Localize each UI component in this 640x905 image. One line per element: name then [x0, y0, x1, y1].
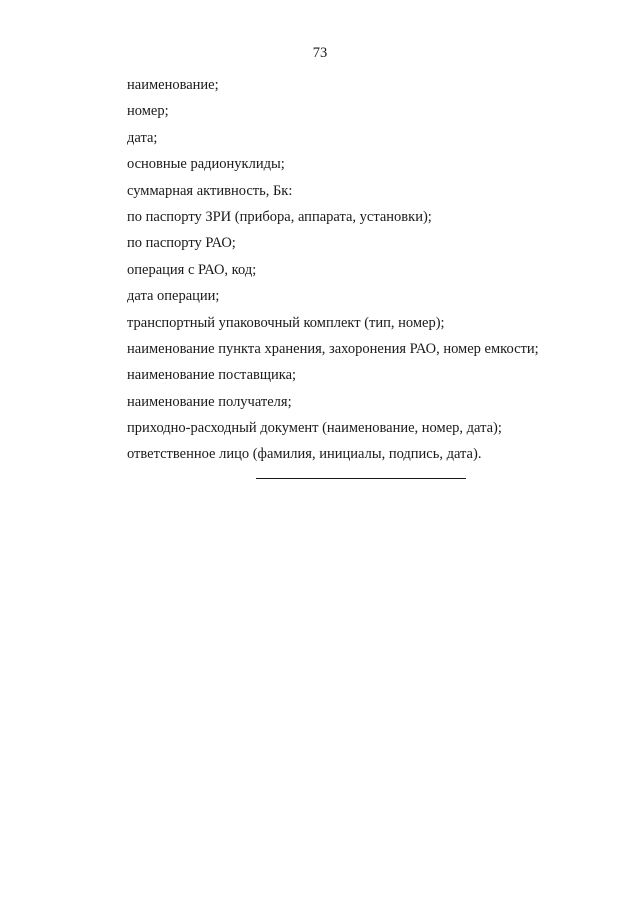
field-line: транспортный упаковочный комплект (тип, номер);	[127, 314, 445, 331]
field-line: наименование пункта хранения, захоронения РАО, номер емкости;	[127, 340, 539, 357]
field-line: приходно-расходный документ (наименование, номер, дата);	[127, 420, 502, 437]
field-line: суммарная активность, Бк:	[127, 182, 293, 199]
page-number: 73	[312, 45, 328, 61]
field-list	[127, 76, 539, 472]
end-divider	[256, 478, 466, 479]
field-line: основные радионуклиды;	[127, 156, 285, 173]
field-line: ответственное лицо (фамилия, инициалы, подпись, дата).	[127, 446, 482, 463]
field-line: наименование;	[127, 77, 219, 93]
field-line: номер;	[127, 103, 169, 120]
field-line: наименование получателя;	[127, 393, 292, 410]
field-line: по паспорту РАО;	[127, 235, 236, 252]
field-line: наименование поставщика;	[127, 367, 297, 384]
field-line: дата;	[127, 129, 158, 146]
field-line: операция с РАО, код;	[127, 261, 257, 278]
field-line: дата операции;	[127, 288, 220, 305]
field-line: по паспорту ЗРИ (прибора, аппарата, установки);	[127, 208, 432, 225]
